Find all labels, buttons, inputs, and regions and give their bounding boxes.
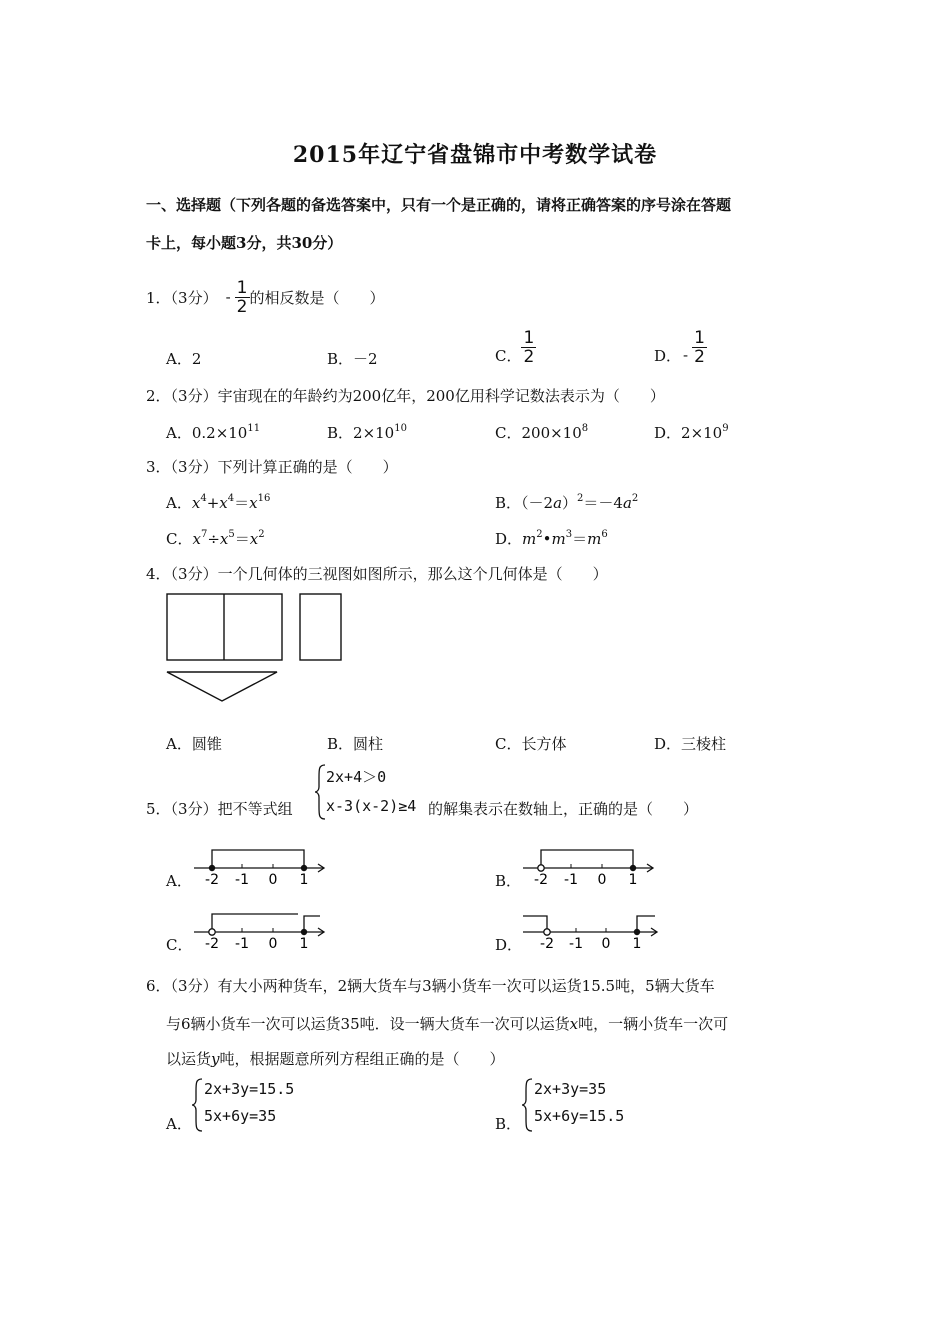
number-line-c bbox=[190, 906, 335, 952]
q2-option-c: C．$200\times 10^8$ bbox=[495, 423, 589, 442]
solution-ray-left bbox=[212, 914, 298, 932]
q5-inequality-1: 2x+4＞0 bbox=[326, 768, 387, 786]
q2-option-d: D．$2\times 10^9$ bbox=[654, 423, 729, 442]
question-6-line1: 6．（3分）有大小两种货车，2辆大货车与3辆小货车一次可以运货15.5吨，5辆大货车 bbox=[146, 977, 715, 995]
q1-option-c-fraction: $\frac{1}{2}$ bbox=[523, 328, 535, 367]
question-6-line2: 与6辆小货车一次可以运货35吨．设一辆大货车一次可以运货x吨，一辆小货车一次可 bbox=[166, 1015, 729, 1033]
question-4: 4．（3分）一个几何体的三视图如图所示，那么这个几何体是（ ） bbox=[146, 565, 608, 583]
tick-label: 0 bbox=[268, 936, 278, 952]
q6-option-a-brace bbox=[190, 1077, 204, 1133]
hollow-point bbox=[544, 929, 550, 935]
q1-option-a: A．2 bbox=[166, 350, 202, 368]
solution-bracket bbox=[212, 850, 304, 868]
q2-option-a: A．$0.2\times 10^{11}$ bbox=[166, 423, 261, 442]
q1-option-c: C． $\frac{1}{2}$ bbox=[495, 328, 535, 367]
q4-option-c: C．长方体 bbox=[495, 735, 567, 753]
number-line-a bbox=[190, 842, 335, 888]
q5-option-b: B． bbox=[495, 872, 522, 890]
tick-label: 0 bbox=[597, 872, 607, 888]
tick-label: -1 bbox=[235, 936, 249, 952]
solution-ray-left bbox=[523, 916, 547, 932]
q4-option-a: A．圆锥 bbox=[166, 735, 222, 753]
q5-option-a: A． bbox=[166, 872, 192, 890]
side-view bbox=[300, 594, 341, 660]
q5-option-d: D． bbox=[495, 936, 523, 954]
q1-number: 1．（3分） bbox=[146, 288, 218, 307]
question-1 bbox=[146, 262, 385, 332]
q3-option-a: A．$x^4+x^4=x^{16}$ bbox=[166, 493, 271, 512]
tick-label: 1 bbox=[628, 872, 638, 888]
solution-ray-right bbox=[304, 916, 320, 932]
question-3: 3．（3分）下列计算正确的是（ ） bbox=[146, 458, 398, 476]
tick-label: -2 bbox=[534, 872, 548, 888]
q3-option-b: B．$(-2a)^2=-4a^2$ bbox=[495, 493, 639, 512]
hollow-point bbox=[209, 929, 215, 935]
q1-fraction: $\frac{1}{2}$ bbox=[236, 277, 248, 317]
q2-option-b: B．$2\times 10^{10}$ bbox=[327, 423, 407, 442]
q1-minus: - bbox=[225, 288, 231, 306]
solution-bracket bbox=[541, 850, 633, 868]
question-5-prefix: 5．（3分）把不等式组 bbox=[146, 800, 293, 818]
q6-option-a-label: A． bbox=[166, 1115, 192, 1133]
number-line-b bbox=[519, 842, 664, 888]
tick-label: -2 bbox=[540, 936, 554, 952]
hollow-point bbox=[538, 865, 544, 871]
q6-option-b-label: B． bbox=[495, 1115, 522, 1133]
q5-inequality-2: x-3(x-2)≥4 bbox=[326, 797, 417, 815]
q5-option-c: C． bbox=[166, 936, 193, 954]
tick-label: 1 bbox=[299, 872, 309, 888]
tick-label: -2 bbox=[205, 872, 219, 888]
q1-text: 的相反数是（ ） bbox=[249, 288, 385, 307]
question-2: 2．（3分）宇宙现在的年龄约为200亿年，200亿用科学记数法表示为（ ） bbox=[146, 387, 665, 405]
top-view bbox=[167, 672, 277, 701]
q1-option-d: D． - $\frac{1}{2}$ bbox=[654, 328, 705, 367]
q4-option-d: D．三棱柱 bbox=[654, 735, 727, 753]
q1-option-b: B．－2 bbox=[327, 350, 378, 368]
solid-point bbox=[209, 865, 215, 871]
q6-option-a-eq1: 2x+3y=15.5 bbox=[204, 1080, 295, 1098]
question-5-suffix: 的解集表示在数轴上，正确的是（ ） bbox=[428, 800, 699, 818]
solid-point bbox=[634, 929, 640, 935]
section-heading-line1: 一、选择题（下列各题的备选答案中，只有一个是正确的，请将正确答案的序号涂在答题 bbox=[146, 196, 732, 214]
three-view-diagram bbox=[160, 588, 360, 708]
tick-label: 1 bbox=[299, 936, 309, 952]
q3-option-c: C．$x^7\div x^5=x^2$ bbox=[166, 529, 265, 548]
q6-option-a-eq2: 5x+6y=35 bbox=[204, 1107, 277, 1125]
page-title: 2015年辽宁省盘锦市中考数学试卷 bbox=[292, 142, 658, 168]
tick-label: 1 bbox=[632, 936, 642, 952]
tick-label: -2 bbox=[205, 936, 219, 952]
solid-point bbox=[630, 865, 636, 871]
section-heading-line2: 卡上，每小题3分，共30分） bbox=[146, 234, 343, 252]
q5-brace bbox=[313, 763, 327, 821]
tick-label: -1 bbox=[564, 872, 578, 888]
number-line-d bbox=[519, 906, 664, 952]
tick-label: -1 bbox=[235, 872, 249, 888]
q3-option-d: D．$m^2•m^3=m^6$ bbox=[495, 529, 608, 548]
q6-option-b-eq1: 2x+3y=35 bbox=[534, 1080, 607, 1098]
q1-option-d-fraction: $\frac{1}{2}$ bbox=[694, 328, 705, 367]
solid-point bbox=[301, 929, 307, 935]
q6-option-b-brace bbox=[520, 1077, 534, 1133]
tick-label: 0 bbox=[268, 872, 278, 888]
question-6-line3: 以运货y吨，根据题意所列方程组正确的是（ ） bbox=[166, 1050, 505, 1068]
q4-option-b: B．圆柱 bbox=[327, 735, 384, 753]
tick-label: 0 bbox=[601, 936, 611, 952]
solid-point bbox=[301, 865, 307, 871]
tick-label: -1 bbox=[569, 936, 583, 952]
q6-option-b-eq2: 5x+6y=15.5 bbox=[534, 1107, 625, 1125]
